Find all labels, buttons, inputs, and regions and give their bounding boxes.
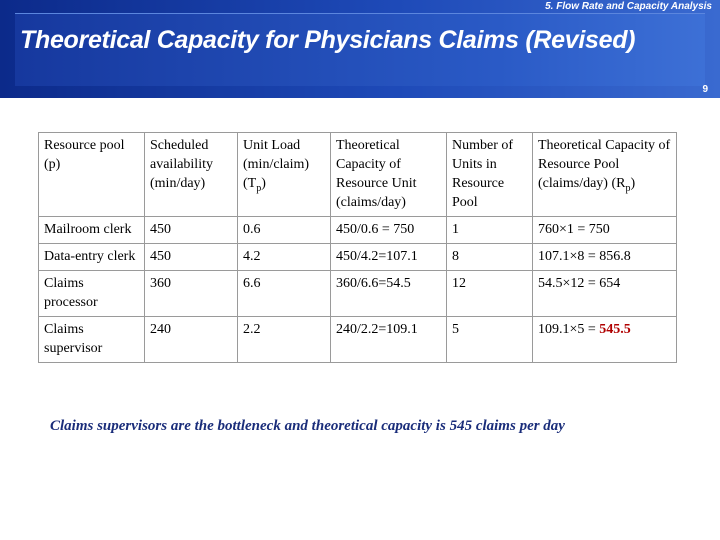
cell-availability: 360 xyxy=(145,271,238,317)
header-unit-load: Unit Load (min/claim) $(T_p)$ xyxy=(238,133,331,217)
cell-pool-capacity: 109.1×5 = 545.5 xyxy=(533,317,677,363)
header-resource-pool: Resource pool (p) xyxy=(39,133,145,217)
header-pool-capacity: Theoretical Capacity of Resource Pool (claims/day) $(R_p)$ xyxy=(533,133,677,217)
cell-unit-load: 2.2 xyxy=(238,317,331,363)
capacity-table xyxy=(38,132,677,363)
cell-availability: 450 xyxy=(145,217,238,244)
cell-units: 1 xyxy=(447,217,533,244)
cell-unit-load: 4.2 xyxy=(238,244,331,271)
cell-resource: Claims processor xyxy=(39,271,145,317)
slide-title: Theoretical Capacity for Physicians Claims (Revised) xyxy=(20,26,636,54)
cell-pool-capacity: 107.1×8 = 856.8 xyxy=(533,244,677,271)
cell-resource: Claims supervisor xyxy=(39,317,145,363)
table-header-row xyxy=(39,133,677,217)
table-row xyxy=(39,317,677,363)
table-row xyxy=(39,244,677,271)
cell-unit-capacity: 240/2.2=109.1 xyxy=(331,317,447,363)
cell-units: 8 xyxy=(447,244,533,271)
header-unit-capacity: Theoretical Capacity of Resource Unit (claims/day) xyxy=(331,133,447,217)
cell-pool-capacity: 760×1 = 750 xyxy=(533,217,677,244)
cell-unit-load: 6.6 xyxy=(238,271,331,317)
bottleneck-note: Claims supervisors are the bottleneck and theoretical capacity is 545 claims per day xyxy=(50,418,565,434)
cell-resource: Data-entry clerk xyxy=(39,244,145,271)
cell-unit-capacity: 360/6.6=54.5 xyxy=(331,271,447,317)
table-row xyxy=(39,217,677,244)
cell-availability: 450 xyxy=(145,244,238,271)
cell-units: 5 xyxy=(447,317,533,363)
cell-unit-load: 0.6 xyxy=(238,217,331,244)
header-number-of-units: Number of Units in Resource Pool xyxy=(447,133,533,217)
cell-resource: Mailroom clerk xyxy=(39,217,145,244)
bottleneck-value: 545.5 xyxy=(599,322,631,337)
page-number: 9 xyxy=(702,84,708,95)
section-label: 5. Flow Rate and Capacity Analysis xyxy=(545,1,712,12)
cell-pool-capacity: 54.5×12 = 654 xyxy=(533,271,677,317)
header-banner xyxy=(0,0,720,98)
cell-units: 12 xyxy=(447,271,533,317)
cell-unit-capacity: 450/4.2=107.1 xyxy=(331,244,447,271)
cell-unit-capacity: 450/0.6 = 750 xyxy=(331,217,447,244)
table-row xyxy=(39,271,677,317)
header-scheduled-availability: Scheduled availability (min/day) xyxy=(145,133,238,217)
cell-availability: 240 xyxy=(145,317,238,363)
